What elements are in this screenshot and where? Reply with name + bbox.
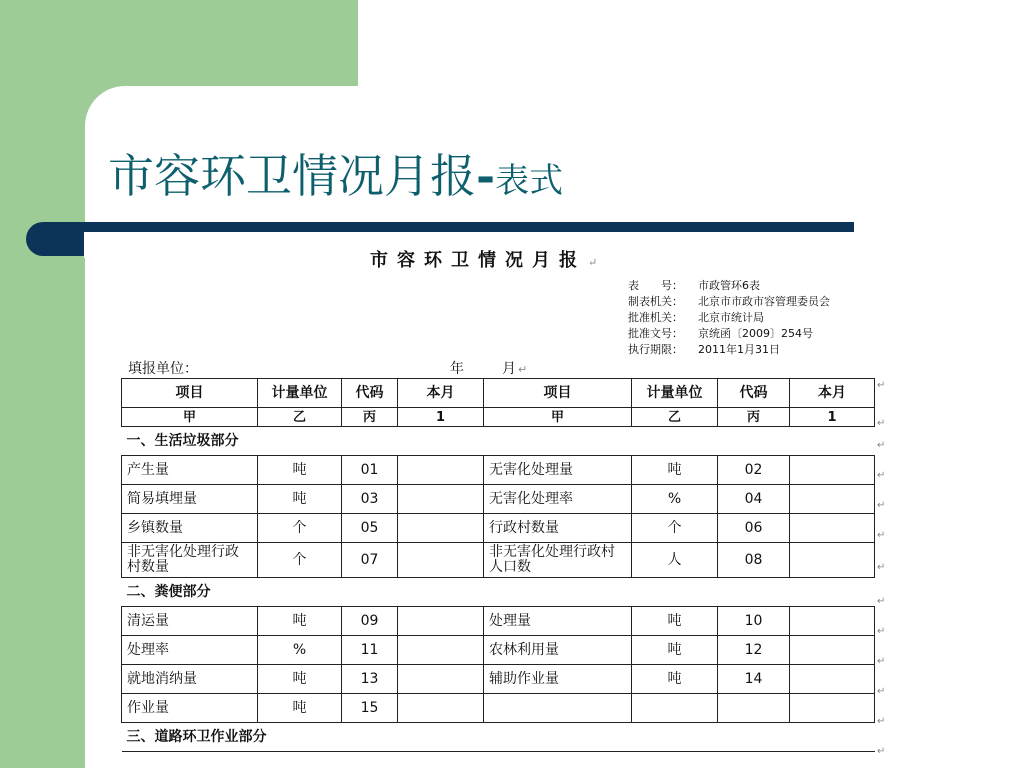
row-end-mark: ↵ bbox=[877, 746, 886, 757]
table-cell bbox=[398, 514, 484, 543]
table-cell: 清运量 bbox=[122, 607, 258, 636]
table-cell bbox=[398, 543, 484, 578]
table-cell: 项目 bbox=[122, 379, 258, 408]
table-cell: 吨 bbox=[632, 665, 718, 694]
table-cell: 14 bbox=[718, 665, 790, 694]
table-cell: 处理率 bbox=[122, 636, 258, 665]
year-label: 年 bbox=[450, 361, 464, 377]
report-table bbox=[121, 378, 875, 752]
table-cell: 作业量 bbox=[122, 694, 258, 723]
table-cell: 01 bbox=[342, 456, 398, 485]
table-cell: 计量单位 bbox=[632, 379, 718, 408]
table-cell: 乙 bbox=[258, 408, 342, 427]
table-cell: 无害化处理率 bbox=[484, 485, 632, 514]
table-cell: 乙 bbox=[632, 408, 718, 427]
table-cell bbox=[790, 694, 875, 723]
table-cell bbox=[398, 456, 484, 485]
row-end-mark: ↵ bbox=[877, 596, 886, 607]
form-info-line: 制表机关： 北京市市政市容管理委员会 bbox=[628, 295, 830, 308]
table-cell bbox=[790, 456, 875, 485]
row-end-mark: ↵ bbox=[877, 380, 886, 391]
table-cell: 1 bbox=[790, 408, 875, 427]
table-cell: 12 bbox=[718, 636, 790, 665]
row-end-mark: ↵ bbox=[877, 470, 886, 481]
document-title: 市容环卫情况月报 ↵ bbox=[370, 250, 598, 271]
table-cell: 处理量 bbox=[484, 607, 632, 636]
table-cell: 非无害化处理行政村人口数 bbox=[484, 543, 632, 578]
row-end-mark: ↵ bbox=[877, 500, 886, 511]
table-cell: 代码 bbox=[718, 379, 790, 408]
table-cell bbox=[398, 636, 484, 665]
table-cell: 07 bbox=[342, 543, 398, 578]
table-cell bbox=[484, 694, 632, 723]
table-cell: 13 bbox=[342, 665, 398, 694]
section-header-row bbox=[122, 578, 875, 607]
table-cell: 辅助作业量 bbox=[484, 665, 632, 694]
table-cell: 代码 bbox=[342, 379, 398, 408]
table-cell: 03 bbox=[342, 485, 398, 514]
table-cell: 个 bbox=[632, 514, 718, 543]
table-cell: 乡镇数量 bbox=[122, 514, 258, 543]
table-cell: 就地消纳量 bbox=[122, 665, 258, 694]
row-end-mark: ↵ bbox=[877, 440, 886, 451]
table-cell bbox=[790, 607, 875, 636]
table-cell: 简易填埋量 bbox=[122, 485, 258, 514]
table-cell: 产生量 bbox=[122, 456, 258, 485]
table-cell: % bbox=[258, 636, 342, 665]
section-header-row bbox=[122, 427, 875, 456]
table-cell: 10 bbox=[718, 607, 790, 636]
form-info-block bbox=[628, 278, 830, 358]
table-header-row bbox=[122, 379, 875, 408]
table-cell: 吨 bbox=[258, 456, 342, 485]
row-end-mark: ↵ bbox=[877, 530, 886, 541]
table-cell: 丙 bbox=[718, 408, 790, 427]
table-cell bbox=[790, 543, 875, 578]
table-row bbox=[122, 636, 875, 665]
table-cell: 吨 bbox=[258, 694, 342, 723]
row-end-mark: ↵ bbox=[877, 686, 886, 697]
table-cell: 二、粪便部分 bbox=[122, 578, 875, 607]
form-info-line: 表 号： 市政管环6表 bbox=[628, 279, 760, 292]
table-cell: 吨 bbox=[258, 607, 342, 636]
table-cell: 人 bbox=[632, 543, 718, 578]
month-label: 月 ↵ bbox=[502, 361, 528, 377]
table-cell bbox=[790, 636, 875, 665]
table-row bbox=[122, 607, 875, 636]
table-cell: 11 bbox=[342, 636, 398, 665]
table-cell: 02 bbox=[718, 456, 790, 485]
form-info-line: 执行期限： 2011年1月31日 bbox=[628, 343, 780, 356]
table-cell: 吨 bbox=[632, 456, 718, 485]
table-cell: 计量单位 bbox=[258, 379, 342, 408]
table-code-row bbox=[122, 408, 875, 427]
table-row bbox=[122, 665, 875, 694]
table-row bbox=[122, 694, 875, 723]
table-row bbox=[122, 456, 875, 485]
table-cell: 项目 bbox=[484, 379, 632, 408]
row-end-mark: ↵ bbox=[877, 562, 886, 573]
table-cell: 甲 bbox=[122, 408, 258, 427]
table-cell: 无害化处理量 bbox=[484, 456, 632, 485]
table-cell: 05 bbox=[342, 514, 398, 543]
table-cell: 吨 bbox=[632, 607, 718, 636]
table-cell: 04 bbox=[718, 485, 790, 514]
table-cell bbox=[632, 694, 718, 723]
table-row bbox=[122, 543, 875, 578]
row-end-mark: ↵ bbox=[877, 656, 886, 667]
table-cell bbox=[790, 665, 875, 694]
row-end-mark: ↵ bbox=[877, 626, 886, 637]
fill-unit-label: 填报单位： bbox=[128, 361, 198, 377]
table-cell bbox=[398, 485, 484, 514]
table-cell: 本月 bbox=[398, 379, 484, 408]
table-cell: 甲 bbox=[484, 408, 632, 427]
table-cell: 个 bbox=[258, 514, 342, 543]
table-cell bbox=[398, 665, 484, 694]
table-cell: 一、生活垃圾部分 bbox=[122, 427, 875, 456]
form-info-line: 批准文号： 京统函〔2009〕254号 bbox=[628, 327, 813, 340]
table-cell: 15 bbox=[342, 694, 398, 723]
table-cell: 丙 bbox=[342, 408, 398, 427]
table-cell bbox=[790, 514, 875, 543]
table-cell: 行政村数量 bbox=[484, 514, 632, 543]
table-cell: 三、道路环卫作业部分 bbox=[122, 723, 875, 752]
row-end-mark: ↵ bbox=[877, 418, 886, 429]
section-header-row bbox=[122, 723, 875, 752]
table-cell: 非无害化处理行政村数量 bbox=[122, 543, 258, 578]
table-cell: 本月 bbox=[790, 379, 875, 408]
table-row bbox=[122, 514, 875, 543]
table-cell bbox=[718, 694, 790, 723]
slide-title: 市容环卫情况月报-表式 bbox=[108, 149, 564, 203]
table-cell: 1 bbox=[398, 408, 484, 427]
table-cell: 08 bbox=[718, 543, 790, 578]
table-cell: % bbox=[632, 485, 718, 514]
table-cell: 吨 bbox=[258, 665, 342, 694]
table-cell: 个 bbox=[258, 543, 342, 578]
table-cell: 吨 bbox=[258, 485, 342, 514]
table-cell: 09 bbox=[342, 607, 398, 636]
table-cell: 06 bbox=[718, 514, 790, 543]
table-row bbox=[122, 485, 875, 514]
table-cell: 吨 bbox=[632, 636, 718, 665]
table-cell bbox=[398, 694, 484, 723]
table-cell bbox=[790, 485, 875, 514]
table-cell: 农林利用量 bbox=[484, 636, 632, 665]
form-info-line: 批准机关： 北京市统计局 bbox=[628, 311, 764, 324]
row-end-mark: ↵ bbox=[877, 716, 886, 727]
table-cell bbox=[398, 607, 484, 636]
